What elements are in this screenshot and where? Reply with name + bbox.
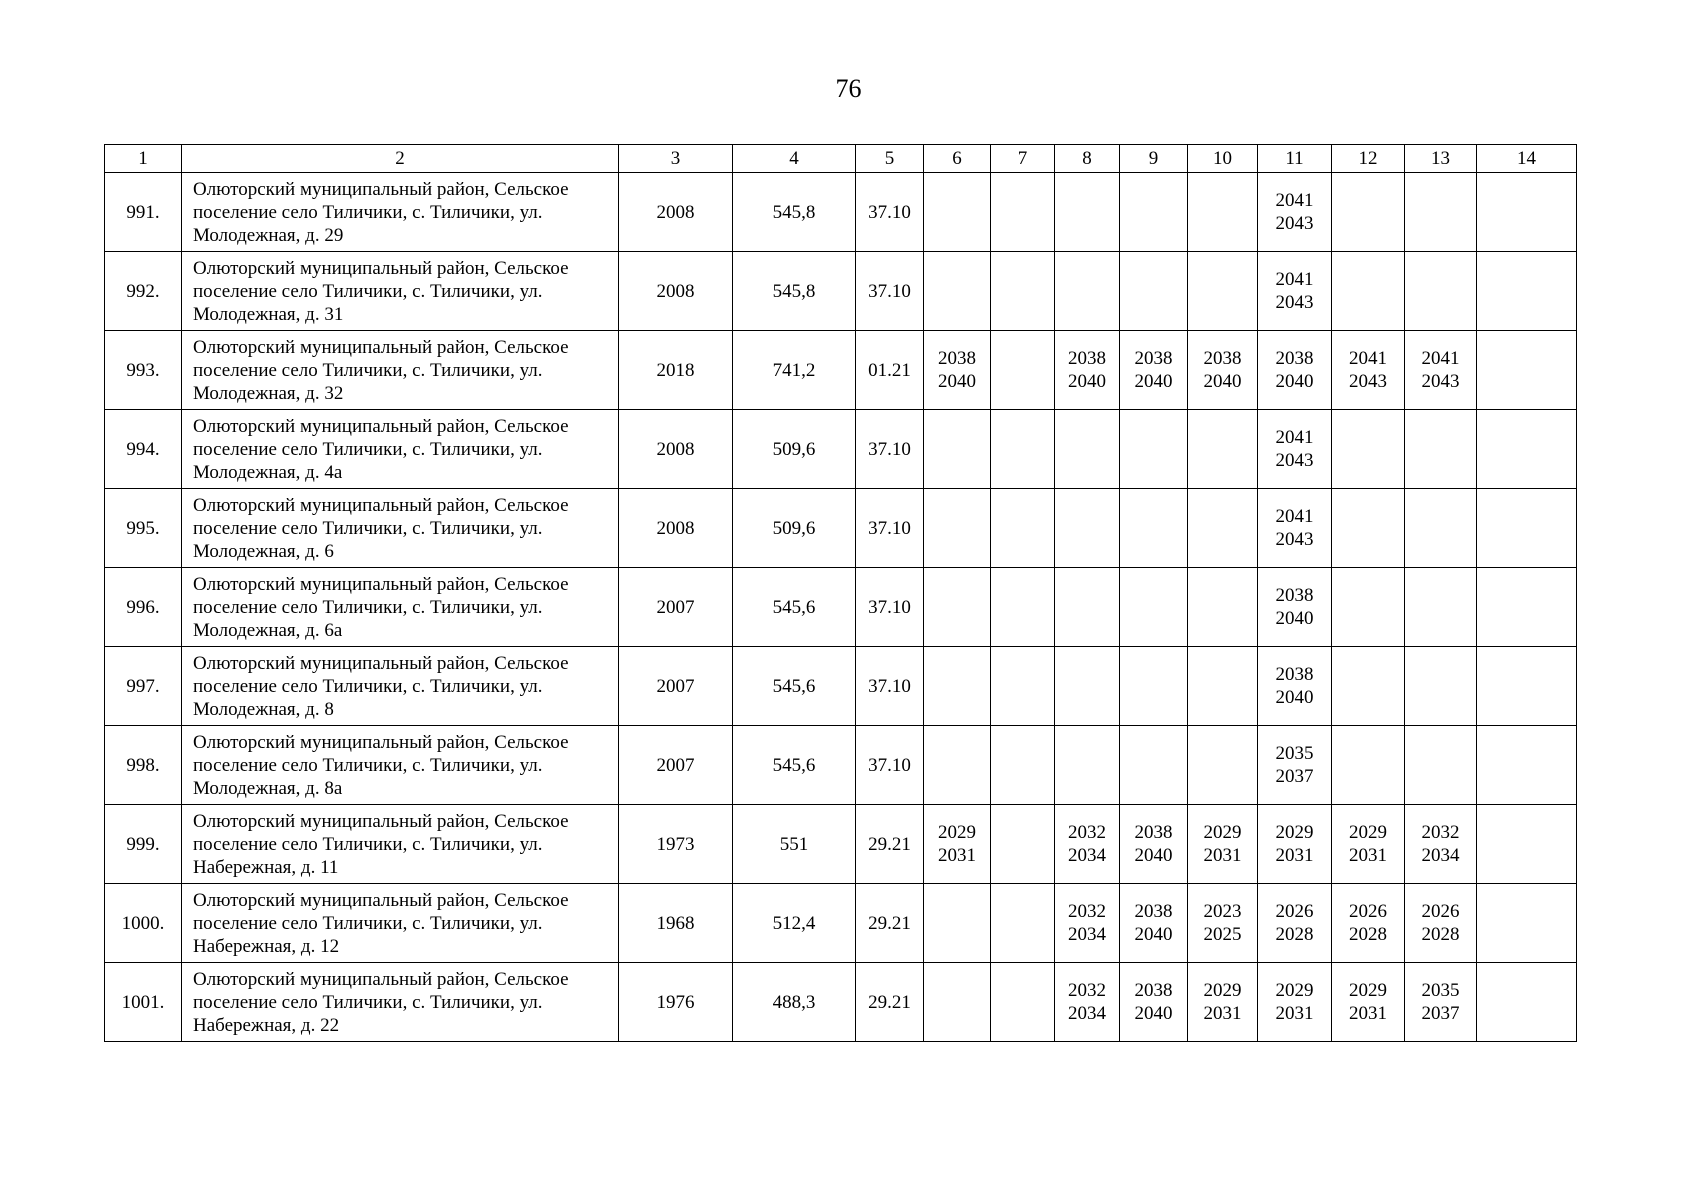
period-year: 2038 [1134, 348, 1173, 369]
period-year: 2040 [1134, 924, 1173, 945]
period-year: 2029 [938, 822, 976, 843]
address-line: Молодежная, д. 8 [193, 698, 334, 720]
period-cell-col-9 [1120, 963, 1188, 1042]
period-cell-col-8 [1055, 963, 1120, 1042]
year-cell: 2018 [619, 331, 733, 410]
period-year: 2038 [1203, 348, 1242, 369]
period-year: 2038 [1134, 822, 1173, 843]
period-year: 2032 [1068, 822, 1106, 843]
table-row [105, 252, 1577, 331]
period-cell-col-14 [1477, 489, 1577, 568]
period-year: 2031 [1275, 1003, 1314, 1024]
period-cell-col-11 [1258, 410, 1332, 489]
code-cell: 37.10 [856, 252, 924, 331]
area-cell: 488,3 [733, 963, 856, 1042]
period-cell-col-10 [1188, 331, 1258, 410]
address-line: Олюторский муниципальный район, Сельское [193, 573, 569, 595]
table-row [105, 963, 1577, 1042]
period-cell-col-8 [1055, 805, 1120, 884]
period-cell-col-9 [1120, 568, 1188, 647]
period-year: 2037 [1275, 766, 1314, 787]
period-cell-col-6 [924, 647, 991, 726]
period-year: 2041 [1275, 190, 1314, 211]
table-row [105, 805, 1577, 884]
period-year: 2032 [1068, 901, 1106, 922]
period-cell-col-14 [1477, 173, 1577, 252]
period-cell-col-12 [1332, 252, 1405, 331]
code-cell: 29.21 [856, 963, 924, 1042]
period-cell-col-14 [1477, 884, 1577, 963]
period-cell-col-8 [1055, 884, 1120, 963]
period-cell-col-11 [1258, 805, 1332, 884]
table-row [105, 489, 1577, 568]
period-year: 2038 [1275, 348, 1314, 369]
period-cell-col-12 [1332, 489, 1405, 568]
period-cell-col-9 [1120, 173, 1188, 252]
period-year: 2040 [1068, 371, 1106, 392]
period-cell-col-10 [1188, 252, 1258, 331]
address-line: поселение село Тиличики, с. Тиличики, ул. [193, 596, 543, 618]
period-cell-col-7 [991, 805, 1055, 884]
area-cell: 512,4 [733, 884, 856, 963]
period-cell-col-14 [1477, 410, 1577, 489]
period-year: 2023 [1203, 901, 1242, 922]
address-line: Олюторский муниципальный район, Сельское [193, 336, 569, 358]
period-year: 2041 [1275, 506, 1314, 527]
period-cell-col-14 [1477, 252, 1577, 331]
period-year: 2040 [1134, 371, 1173, 392]
period-cell-col-11 [1258, 331, 1332, 410]
period-cell-col-8 [1055, 252, 1120, 331]
period-year: 2034 [1421, 845, 1460, 866]
period-cell-col-8 [1055, 410, 1120, 489]
row-number: 996. [105, 568, 182, 647]
period-year: 2043 [1421, 371, 1460, 392]
period-year: 2043 [1349, 371, 1387, 392]
period-cell-col-9 [1120, 489, 1188, 568]
address-line: Олюторский муниципальный район, Сельское [193, 731, 569, 753]
address-line: Молодежная, д. 32 [193, 382, 344, 404]
address-cell [182, 489, 619, 568]
address-line: поселение село Тиличики, с. Тиличики, ул. [193, 280, 543, 302]
period-year: 2034 [1068, 924, 1106, 945]
period-cell-col-13 [1405, 568, 1477, 647]
column-header-10: 10 [1188, 145, 1258, 173]
column-header-8: 8 [1055, 145, 1120, 173]
period-cell-col-8 [1055, 173, 1120, 252]
period-cell-col-6 [924, 726, 991, 805]
period-cell-col-13 [1405, 173, 1477, 252]
period-year: 2034 [1068, 845, 1106, 866]
code-cell: 37.10 [856, 489, 924, 568]
year-cell: 1976 [619, 963, 733, 1042]
period-year: 2041 [1275, 269, 1314, 290]
address-cell [182, 884, 619, 963]
column-header-11: 11 [1258, 145, 1332, 173]
period-year: 2040 [1275, 371, 1314, 392]
period-cell-col-13 [1405, 884, 1477, 963]
period-cell-col-9 [1120, 647, 1188, 726]
period-cell-col-8 [1055, 331, 1120, 410]
address-cell [182, 252, 619, 331]
address-line: Олюторский муниципальный район, Сельское [193, 652, 569, 674]
period-year: 2038 [1068, 348, 1106, 369]
table-row [105, 726, 1577, 805]
period-year: 2041 [1349, 348, 1387, 369]
period-cell-col-11 [1258, 884, 1332, 963]
period-year: 2043 [1275, 529, 1314, 550]
period-cell-col-7 [991, 647, 1055, 726]
period-cell-col-7 [991, 410, 1055, 489]
period-cell-col-8 [1055, 647, 1120, 726]
period-year: 2029 [1275, 822, 1314, 843]
column-header-7: 7 [991, 145, 1055, 173]
period-cell-col-12 [1332, 568, 1405, 647]
period-year: 2038 [1134, 901, 1173, 922]
address-cell [182, 805, 619, 884]
period-cell-col-10 [1188, 805, 1258, 884]
period-cell-col-11 [1258, 489, 1332, 568]
period-cell-col-6 [924, 489, 991, 568]
year-cell: 1968 [619, 884, 733, 963]
period-cell-col-6 [924, 884, 991, 963]
row-number: 995. [105, 489, 182, 568]
period-year: 2038 [1134, 980, 1173, 1001]
area-cell: 545,8 [733, 173, 856, 252]
period-year: 2029 [1349, 822, 1387, 843]
table-row [105, 568, 1577, 647]
period-cell-col-13 [1405, 805, 1477, 884]
period-cell-col-14 [1477, 726, 1577, 805]
period-cell-col-6 [924, 252, 991, 331]
address-line: Набережная, д. 11 [193, 856, 339, 878]
code-cell: 37.10 [856, 173, 924, 252]
address-cell [182, 173, 619, 252]
period-cell-col-14 [1477, 963, 1577, 1042]
period-year: 2038 [1275, 585, 1314, 606]
period-year: 2040 [1134, 845, 1173, 866]
housing-register-table [104, 144, 1577, 1042]
column-header-9: 9 [1120, 145, 1188, 173]
year-cell: 2008 [619, 173, 733, 252]
period-cell-col-11 [1258, 647, 1332, 726]
period-year: 2031 [1275, 845, 1314, 866]
header-row [105, 145, 1577, 173]
address-line: поселение село Тиличики, с. Тиличики, ул. [193, 991, 543, 1013]
period-cell-col-12 [1332, 331, 1405, 410]
period-year: 2029 [1203, 822, 1242, 843]
period-cell-col-6 [924, 568, 991, 647]
period-year: 2031 [1349, 845, 1387, 866]
row-number: 991. [105, 173, 182, 252]
column-header-2: 2 [182, 145, 619, 173]
address-line: поселение село Тиличики, с. Тиличики, ул. [193, 201, 543, 223]
period-year: 2028 [1421, 924, 1460, 945]
period-year: 2038 [938, 348, 976, 369]
address-line: поселение село Тиличики, с. Тиличики, ул. [193, 833, 543, 855]
address-line: Набережная, д. 12 [193, 935, 340, 957]
address-line: Молодежная, д. 6а [193, 619, 343, 641]
period-cell-col-11 [1258, 726, 1332, 805]
period-year: 2035 [1421, 980, 1460, 1001]
year-cell: 2008 [619, 252, 733, 331]
code-cell: 37.10 [856, 726, 924, 805]
period-cell-col-10 [1188, 884, 1258, 963]
period-year: 2025 [1203, 924, 1242, 945]
period-cell-col-13 [1405, 647, 1477, 726]
row-number: 999. [105, 805, 182, 884]
table-row [105, 173, 1577, 252]
column-header-6: 6 [924, 145, 991, 173]
period-cell-col-12 [1332, 647, 1405, 726]
period-cell-col-9 [1120, 805, 1188, 884]
period-cell-col-14 [1477, 647, 1577, 726]
period-year: 2026 [1421, 901, 1460, 922]
period-year: 2031 [1349, 1003, 1387, 1024]
period-cell-col-10 [1188, 489, 1258, 568]
table-row [105, 331, 1577, 410]
period-cell-col-11 [1258, 252, 1332, 331]
code-cell: 37.10 [856, 568, 924, 647]
period-cell-col-6 [924, 410, 991, 489]
period-cell-col-13 [1405, 726, 1477, 805]
period-year: 2028 [1349, 924, 1387, 945]
period-year: 2031 [938, 845, 976, 866]
address-line: поселение село Тиличики, с. Тиличики, ул. [193, 675, 543, 697]
code-cell: 37.10 [856, 647, 924, 726]
address-line: Олюторский муниципальный район, Сельское [193, 968, 569, 990]
column-header-4: 4 [733, 145, 856, 173]
year-cell: 2007 [619, 726, 733, 805]
period-cell-col-9 [1120, 726, 1188, 805]
period-year: 2032 [1068, 980, 1106, 1001]
period-year: 2035 [1275, 743, 1314, 764]
period-cell-col-7 [991, 726, 1055, 805]
year-cell: 2008 [619, 489, 733, 568]
row-number: 993. [105, 331, 182, 410]
period-year: 2031 [1203, 845, 1242, 866]
area-cell: 545,6 [733, 726, 856, 805]
address-line: Молодежная, д. 31 [193, 303, 344, 325]
column-header-13: 13 [1405, 145, 1477, 173]
column-header-3: 3 [619, 145, 733, 173]
address-line: Олюторский муниципальный район, Сельское [193, 889, 569, 911]
address-cell [182, 331, 619, 410]
period-year: 2041 [1421, 348, 1460, 369]
period-cell-col-7 [991, 252, 1055, 331]
period-year: 2040 [1275, 687, 1314, 708]
period-cell-col-7 [991, 963, 1055, 1042]
period-year: 2034 [1068, 1003, 1106, 1024]
address-line: поселение село Тиличики, с. Тиличики, ул. [193, 754, 543, 776]
period-cell-col-13 [1405, 331, 1477, 410]
address-line: Олюторский муниципальный район, Сельское [193, 494, 569, 516]
address-line: поселение село Тиличики, с. Тиличики, ул. [193, 912, 543, 934]
period-year: 2026 [1275, 901, 1314, 922]
period-cell-col-10 [1188, 647, 1258, 726]
period-cell-col-9 [1120, 252, 1188, 331]
code-cell: 29.21 [856, 805, 924, 884]
address-line: поселение село Тиличики, с. Тиличики, ул. [193, 438, 543, 460]
period-year: 2043 [1275, 450, 1314, 471]
area-cell: 551 [733, 805, 856, 884]
address-line: Молодежная, д. 29 [193, 224, 344, 246]
period-year: 2037 [1421, 1003, 1460, 1024]
code-cell: 01.21 [856, 331, 924, 410]
period-cell-col-6 [924, 331, 991, 410]
period-cell-col-9 [1120, 410, 1188, 489]
period-cell-col-8 [1055, 726, 1120, 805]
column-header-5: 5 [856, 145, 924, 173]
row-number: 1000. [105, 884, 182, 963]
row-number: 992. [105, 252, 182, 331]
period-year: 2026 [1349, 901, 1387, 922]
address-cell [182, 568, 619, 647]
period-cell-col-10 [1188, 410, 1258, 489]
row-number: 1001. [105, 963, 182, 1042]
code-cell: 29.21 [856, 884, 924, 963]
period-year: 2040 [1134, 1003, 1173, 1024]
year-cell: 2008 [619, 410, 733, 489]
period-cell-col-7 [991, 173, 1055, 252]
period-cell-col-7 [991, 331, 1055, 410]
period-year: 2029 [1203, 980, 1242, 1001]
code-cell: 37.10 [856, 410, 924, 489]
period-year: 2041 [1275, 427, 1314, 448]
year-cell: 2007 [619, 568, 733, 647]
address-cell [182, 726, 619, 805]
area-cell: 741,2 [733, 331, 856, 410]
address-line: поселение село Тиличики, с. Тиличики, ул. [193, 517, 543, 539]
period-year: 2043 [1275, 213, 1314, 234]
period-cell-col-9 [1120, 884, 1188, 963]
period-year: 2040 [938, 371, 976, 392]
address-cell [182, 647, 619, 726]
period-cell-col-11 [1258, 173, 1332, 252]
period-year: 2032 [1421, 822, 1460, 843]
period-cell-col-7 [991, 489, 1055, 568]
address-cell [182, 963, 619, 1042]
table-row [105, 647, 1577, 726]
period-cell-col-6 [924, 805, 991, 884]
period-cell-col-11 [1258, 568, 1332, 647]
column-header-1: 1 [105, 145, 182, 173]
row-number: 994. [105, 410, 182, 489]
period-cell-col-8 [1055, 568, 1120, 647]
period-cell-col-14 [1477, 331, 1577, 410]
period-cell-col-12 [1332, 805, 1405, 884]
period-cell-col-10 [1188, 963, 1258, 1042]
period-year: 2028 [1275, 924, 1314, 945]
period-year: 2040 [1203, 371, 1242, 392]
period-cell-col-10 [1188, 173, 1258, 252]
period-year: 2038 [1275, 664, 1314, 685]
column-header-12: 12 [1332, 145, 1405, 173]
area-cell: 545,8 [733, 252, 856, 331]
page-number: 76 [835, 74, 862, 103]
area-cell: 509,6 [733, 489, 856, 568]
period-cell-col-13 [1405, 489, 1477, 568]
row-number: 998. [105, 726, 182, 805]
period-cell-col-12 [1332, 963, 1405, 1042]
period-year: 2043 [1275, 292, 1314, 313]
period-year: 2029 [1275, 980, 1314, 1001]
period-year: 2031 [1203, 1003, 1242, 1024]
period-cell-col-12 [1332, 884, 1405, 963]
period-cell-col-10 [1188, 726, 1258, 805]
table-row [105, 410, 1577, 489]
address-cell [182, 410, 619, 489]
period-cell-col-7 [991, 568, 1055, 647]
period-cell-col-14 [1477, 568, 1577, 647]
address-line: Олюторский муниципальный район, Сельское [193, 178, 569, 200]
address-line: Молодежная, д. 6 [193, 540, 334, 562]
area-cell: 545,6 [733, 647, 856, 726]
period-year: 2040 [1275, 608, 1314, 629]
period-cell-col-6 [924, 173, 991, 252]
row-number: 997. [105, 647, 182, 726]
period-cell-col-13 [1405, 963, 1477, 1042]
period-cell-col-7 [991, 884, 1055, 963]
address-line: Молодежная, д. 8а [193, 777, 343, 799]
period-cell-col-13 [1405, 410, 1477, 489]
period-cell-col-6 [924, 963, 991, 1042]
period-cell-col-12 [1332, 726, 1405, 805]
address-line: Набережная, д. 22 [193, 1014, 340, 1036]
area-cell: 545,6 [733, 568, 856, 647]
address-line: поселение село Тиличики, с. Тиличики, ул. [193, 359, 543, 381]
address-line: Олюторский муниципальный район, Сельское [193, 810, 569, 832]
year-cell: 1973 [619, 805, 733, 884]
period-cell-col-13 [1405, 252, 1477, 331]
area-cell: 509,6 [733, 410, 856, 489]
period-year: 2029 [1349, 980, 1387, 1001]
period-cell-col-12 [1332, 173, 1405, 252]
period-cell-col-10 [1188, 568, 1258, 647]
table-row [105, 884, 1577, 963]
period-cell-col-9 [1120, 331, 1188, 410]
period-cell-col-11 [1258, 963, 1332, 1042]
year-cell: 2007 [619, 647, 733, 726]
address-line: Олюторский муниципальный район, Сельское [193, 257, 569, 279]
period-cell-col-8 [1055, 489, 1120, 568]
period-cell-col-14 [1477, 805, 1577, 884]
address-line: Молодежная, д. 4а [193, 461, 343, 483]
address-line: Олюторский муниципальный район, Сельское [193, 415, 569, 437]
column-header-14: 14 [1477, 145, 1577, 173]
period-cell-col-12 [1332, 410, 1405, 489]
